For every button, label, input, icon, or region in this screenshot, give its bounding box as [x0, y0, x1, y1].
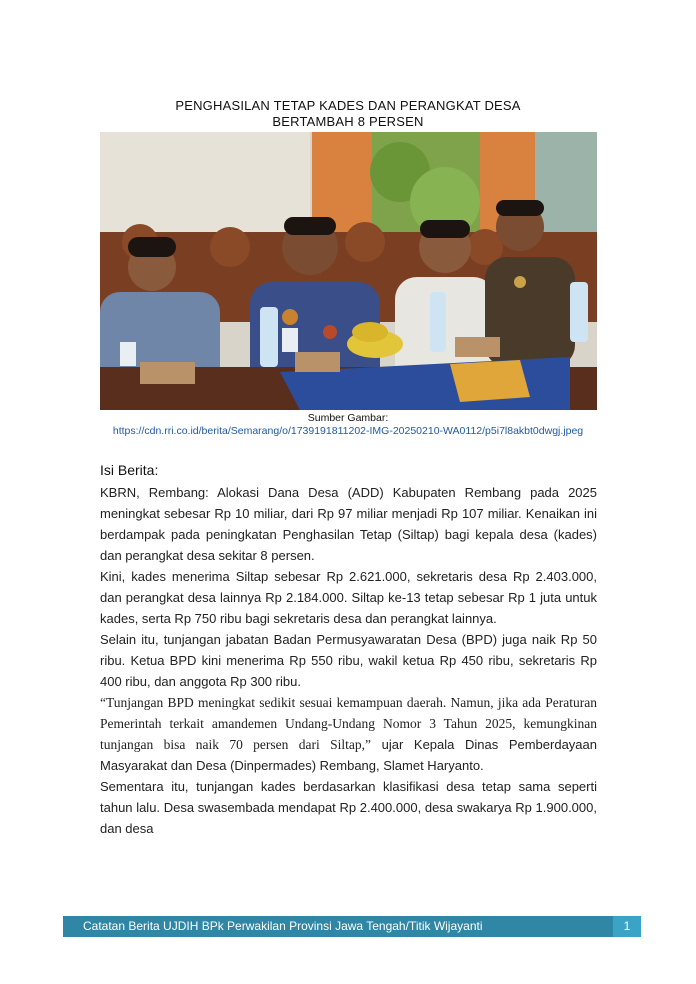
document-title	[0, 98, 696, 130]
title-line-1: PENGHASILAN TETAP KADES DAN PERANGKAT DESA	[175, 98, 521, 113]
news-photo	[100, 132, 597, 410]
paragraph-1: KBRN, Rembang: Alokasi Dana Desa (ADD) Kabupaten Rembang pada 2025 meningkat sebesar Rp 10 miliar, dari Rp 97 miliar menjadi Rp 107 miliar. Kenaikan ini berdampak pada peningkatan Penghasilan Tetap (Siltap) bagi kepala desa (kades) dan perangkat desa sekitar 8 persen.	[100, 485, 597, 563]
paragraph-4	[100, 692, 597, 776]
paragraph-2: Kini, kades menerima Siltap sebesar Rp 2.621.000, sekretaris desa Rp 2.403.000, dan perangkat desa lainnya Rp 2.184.000. Siltap ke-13 tetap sebesar Rp 1 juta untuk kades, serta Rp 750 ribu bagi sekretaris desa dan perangkat lainnya.	[100, 569, 597, 626]
quote-attribution: ujar Kepala Dinas Pemberdayaan Masyarakat dan Desa (Dinpermades) Rembang, Slamet Haryanto.	[100, 737, 597, 773]
caption-url[interactable]: https://cdn.rri.co.id/berita/Semarang/o/1739191811202-IMG-20250210-WA0112/p5i7l8akbt0dwgj.jpeg	[112, 425, 584, 437]
page-number: 1	[613, 916, 641, 937]
title-line-2: BERTAMBAH 8 PERSEN	[272, 114, 424, 129]
paragraph-3: Selain itu, tunjangan jabatan Badan Permusyawaratan Desa (BPD) juga naik Rp 50 ribu. Ketua BPD kini menerima Rp 550 ribu, wakil ketua Rp 450 ribu, sekretaris Rp 400 ribu, dan anggota Rp 300 ribu.	[100, 632, 597, 689]
paragraph-5: Sementara itu, tunjangan kades berdasarkan klasifikasi desa tetap sama seperti tahun lalu. Desa swasembada mendapat Rp 2.400.000, desa swakarya Rp 1.900.000, dan desa	[100, 779, 597, 836]
article-body	[100, 482, 597, 839]
footer-text: Catatan Berita UJDIH BPk Perwakilan Provinsi Jawa Tengah/Titik Wijayanti	[83, 919, 483, 933]
section-label: Isi Berita:	[100, 462, 159, 478]
quote-text: “Tunjangan BPD meningkat sedikit sesuai kemampuan daerah. Namun, jika ada Peraturan Pemerintah terkait amandemen Undang-Undang Nomor 3 Tahun 2025, kemungkinan tunjangan bisa naik 70 persen dari Siltap,”	[100, 695, 597, 752]
photo-caption	[0, 412, 696, 438]
page-footer	[63, 916, 641, 937]
caption-label: Sumber Gambar:	[307, 412, 389, 424]
